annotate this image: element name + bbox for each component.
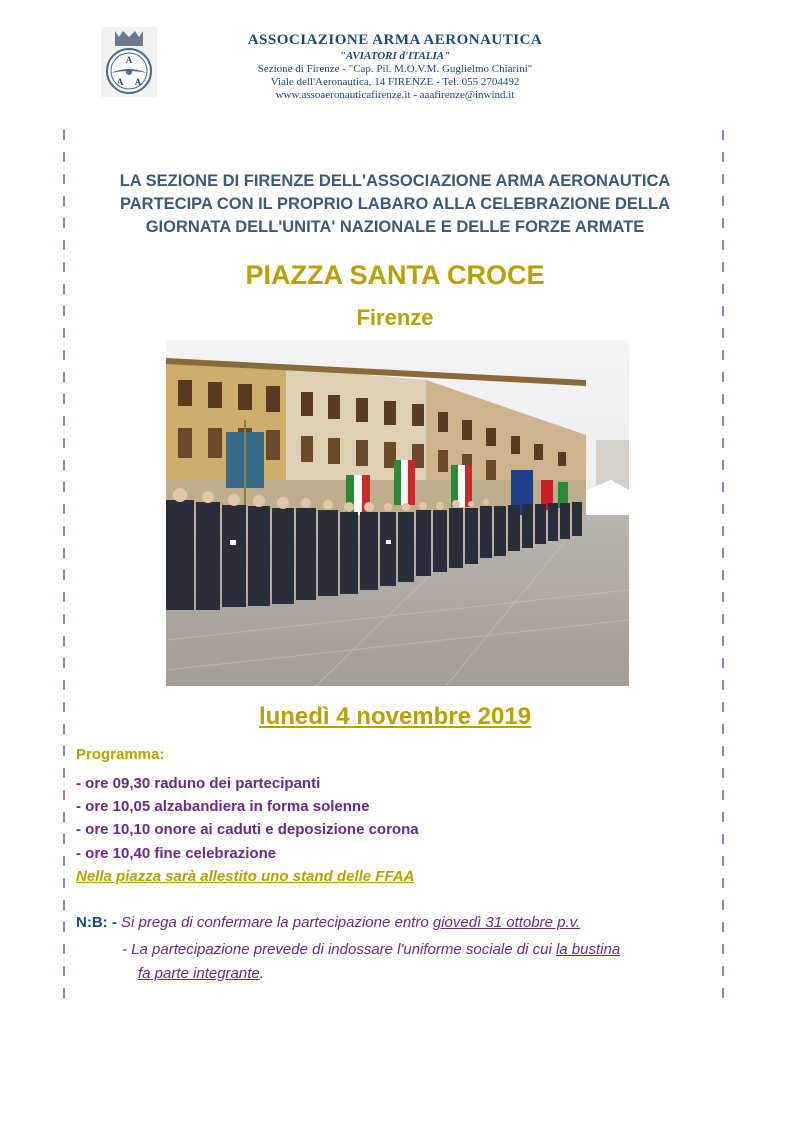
border-dash	[63, 768, 65, 778]
border-dash	[63, 944, 65, 954]
border-dash	[63, 922, 65, 932]
border-dash	[722, 548, 724, 558]
border-dash	[63, 196, 65, 206]
section-name: Sezione di Firenze - "Cap. Pil. M.O.V.M. Guglielmo Chiarini"	[257, 63, 533, 75]
logo-letter-left: A	[116, 77, 124, 87]
border-dash	[63, 218, 65, 228]
border-dash	[722, 746, 724, 756]
logo-letter-right: A	[134, 77, 142, 87]
border-dash	[63, 526, 65, 536]
border-dash	[722, 328, 724, 338]
border-dash	[722, 284, 724, 294]
programme-stand-note: Nella piazza sarà allestito uno stand delle FFAA	[76, 868, 415, 885]
border-dash	[722, 856, 724, 866]
headline-line-3: GIORNATA DELL'UNITA' NAZIONALE E DELLE FORZE ARMATE	[145, 218, 645, 236]
border-dash	[722, 658, 724, 668]
border-dash	[722, 416, 724, 426]
border-dash	[63, 394, 65, 404]
border-dash	[722, 196, 724, 206]
event-city: Firenze	[356, 305, 434, 330]
border-dash	[722, 130, 724, 140]
border-dash	[63, 284, 65, 294]
association-name: ASSOCIAZIONE ARMA AERONAUTICA	[247, 32, 543, 48]
programme-item-2: - ore 10,05 alzabandiera in forma solenne	[76, 798, 370, 815]
contact-line: www.assoaeronauticafirenze.it - aaafirenze@inwind.it	[275, 89, 515, 101]
border-dash	[722, 350, 724, 360]
logo-letter-top: A	[125, 55, 133, 65]
border-dash	[722, 306, 724, 316]
note-1-date: giovedì 31 ottobre p.v.	[432, 914, 581, 931]
border-dash	[722, 834, 724, 844]
border-dash	[63, 592, 65, 602]
border-dash	[722, 944, 724, 954]
association-motto: "AVIATORI d'ITALIA"	[339, 50, 451, 62]
programme-item-3: - ore 10,10 onore ai caduti e deposizione corona	[76, 821, 419, 838]
border-dash	[63, 900, 65, 910]
border-dash	[63, 636, 65, 646]
border-dash	[722, 262, 724, 272]
note-2-link: la bustina	[555, 941, 621, 958]
border-dash	[63, 240, 65, 250]
border-dash	[722, 680, 724, 690]
border-dash	[722, 526, 724, 536]
border-dash	[63, 416, 65, 426]
border-dash	[722, 152, 724, 162]
border-dash	[722, 460, 724, 470]
border-dash	[63, 702, 65, 712]
note-1	[76, 914, 580, 931]
border-dash	[63, 504, 65, 514]
border-dash	[722, 966, 724, 976]
programme-item-4: - ore 10,40 fine celebrazione	[76, 845, 277, 862]
border-dash	[722, 174, 724, 184]
note-2-end: .	[259, 965, 264, 982]
border-dash	[722, 922, 724, 932]
note-2-link-continued: fa parte integrante	[138, 965, 260, 982]
border-dash	[63, 548, 65, 558]
note-label: N:B: -	[76, 914, 117, 931]
border-dash	[63, 614, 65, 624]
note-1-text: Si prega di confermare la partecipazione entro	[121, 914, 429, 931]
border-dash	[63, 130, 65, 140]
border-dash	[63, 724, 65, 734]
border-dash	[63, 790, 65, 800]
border-dash	[722, 394, 724, 404]
announcement-headline	[95, 170, 695, 239]
border-dash	[63, 834, 65, 844]
programme-title: Programma:	[76, 746, 165, 763]
border-dash	[722, 900, 724, 910]
event-place: PIAZZA SANTA CROCE	[245, 260, 545, 290]
border-dash	[722, 768, 724, 778]
border-dash	[63, 152, 65, 162]
border-dash	[63, 372, 65, 382]
border-dash	[722, 988, 724, 998]
border-dash	[722, 372, 724, 382]
border-dash	[722, 218, 724, 228]
headline-line-2: PARTECIPA CON IL PROPRIO LABARO ALLA CELEBRAZIONE DELLA	[119, 195, 670, 213]
headline-line-1: LA SEZIONE DI FIRENZE DELL'ASSOCIAZIONE ARMA AERONAUTICA	[119, 172, 671, 190]
border-dash	[722, 482, 724, 492]
border-dash	[63, 570, 65, 580]
border-dash	[722, 812, 724, 822]
border-dash	[722, 504, 724, 514]
border-dash	[722, 438, 724, 448]
event-date: lunedì 4 novembre 2019	[258, 703, 532, 730]
border-dash	[63, 680, 65, 690]
border-dash	[722, 878, 724, 888]
border-dash	[722, 614, 724, 624]
border-dash	[722, 592, 724, 602]
border-dash	[722, 636, 724, 646]
ceremony-photo	[166, 340, 629, 686]
border-dash	[63, 812, 65, 822]
border-dash	[63, 878, 65, 888]
address-line: Viale dell'Aeronautica, 14 FIRENZE - Tel. 055 2704492	[270, 76, 520, 88]
border-dash	[63, 856, 65, 866]
decorative-border-right	[722, 130, 728, 1020]
border-dash	[63, 460, 65, 470]
border-dash	[63, 966, 65, 976]
border-dash	[63, 306, 65, 316]
border-dash	[722, 790, 724, 800]
note-2	[122, 938, 702, 986]
border-dash	[63, 174, 65, 184]
letterhead	[200, 32, 590, 102]
border-dash	[63, 658, 65, 668]
note-2-text: - La partecipazione prevede di indossare l'uniforme sociale di cui	[122, 941, 552, 958]
border-dash	[722, 240, 724, 250]
border-dash	[63, 328, 65, 338]
programme-item-1: - ore 09,30 raduno dei partecipanti	[76, 775, 321, 792]
border-dash	[722, 702, 724, 712]
border-dash	[63, 262, 65, 272]
decorative-border-left	[63, 130, 69, 1030]
border-dash	[722, 724, 724, 734]
association-logo-icon	[101, 27, 157, 97]
border-dash	[63, 482, 65, 492]
border-dash	[63, 746, 65, 756]
border-dash	[63, 350, 65, 360]
border-dash	[63, 988, 65, 998]
border-dash	[722, 570, 724, 580]
border-dash	[63, 438, 65, 448]
